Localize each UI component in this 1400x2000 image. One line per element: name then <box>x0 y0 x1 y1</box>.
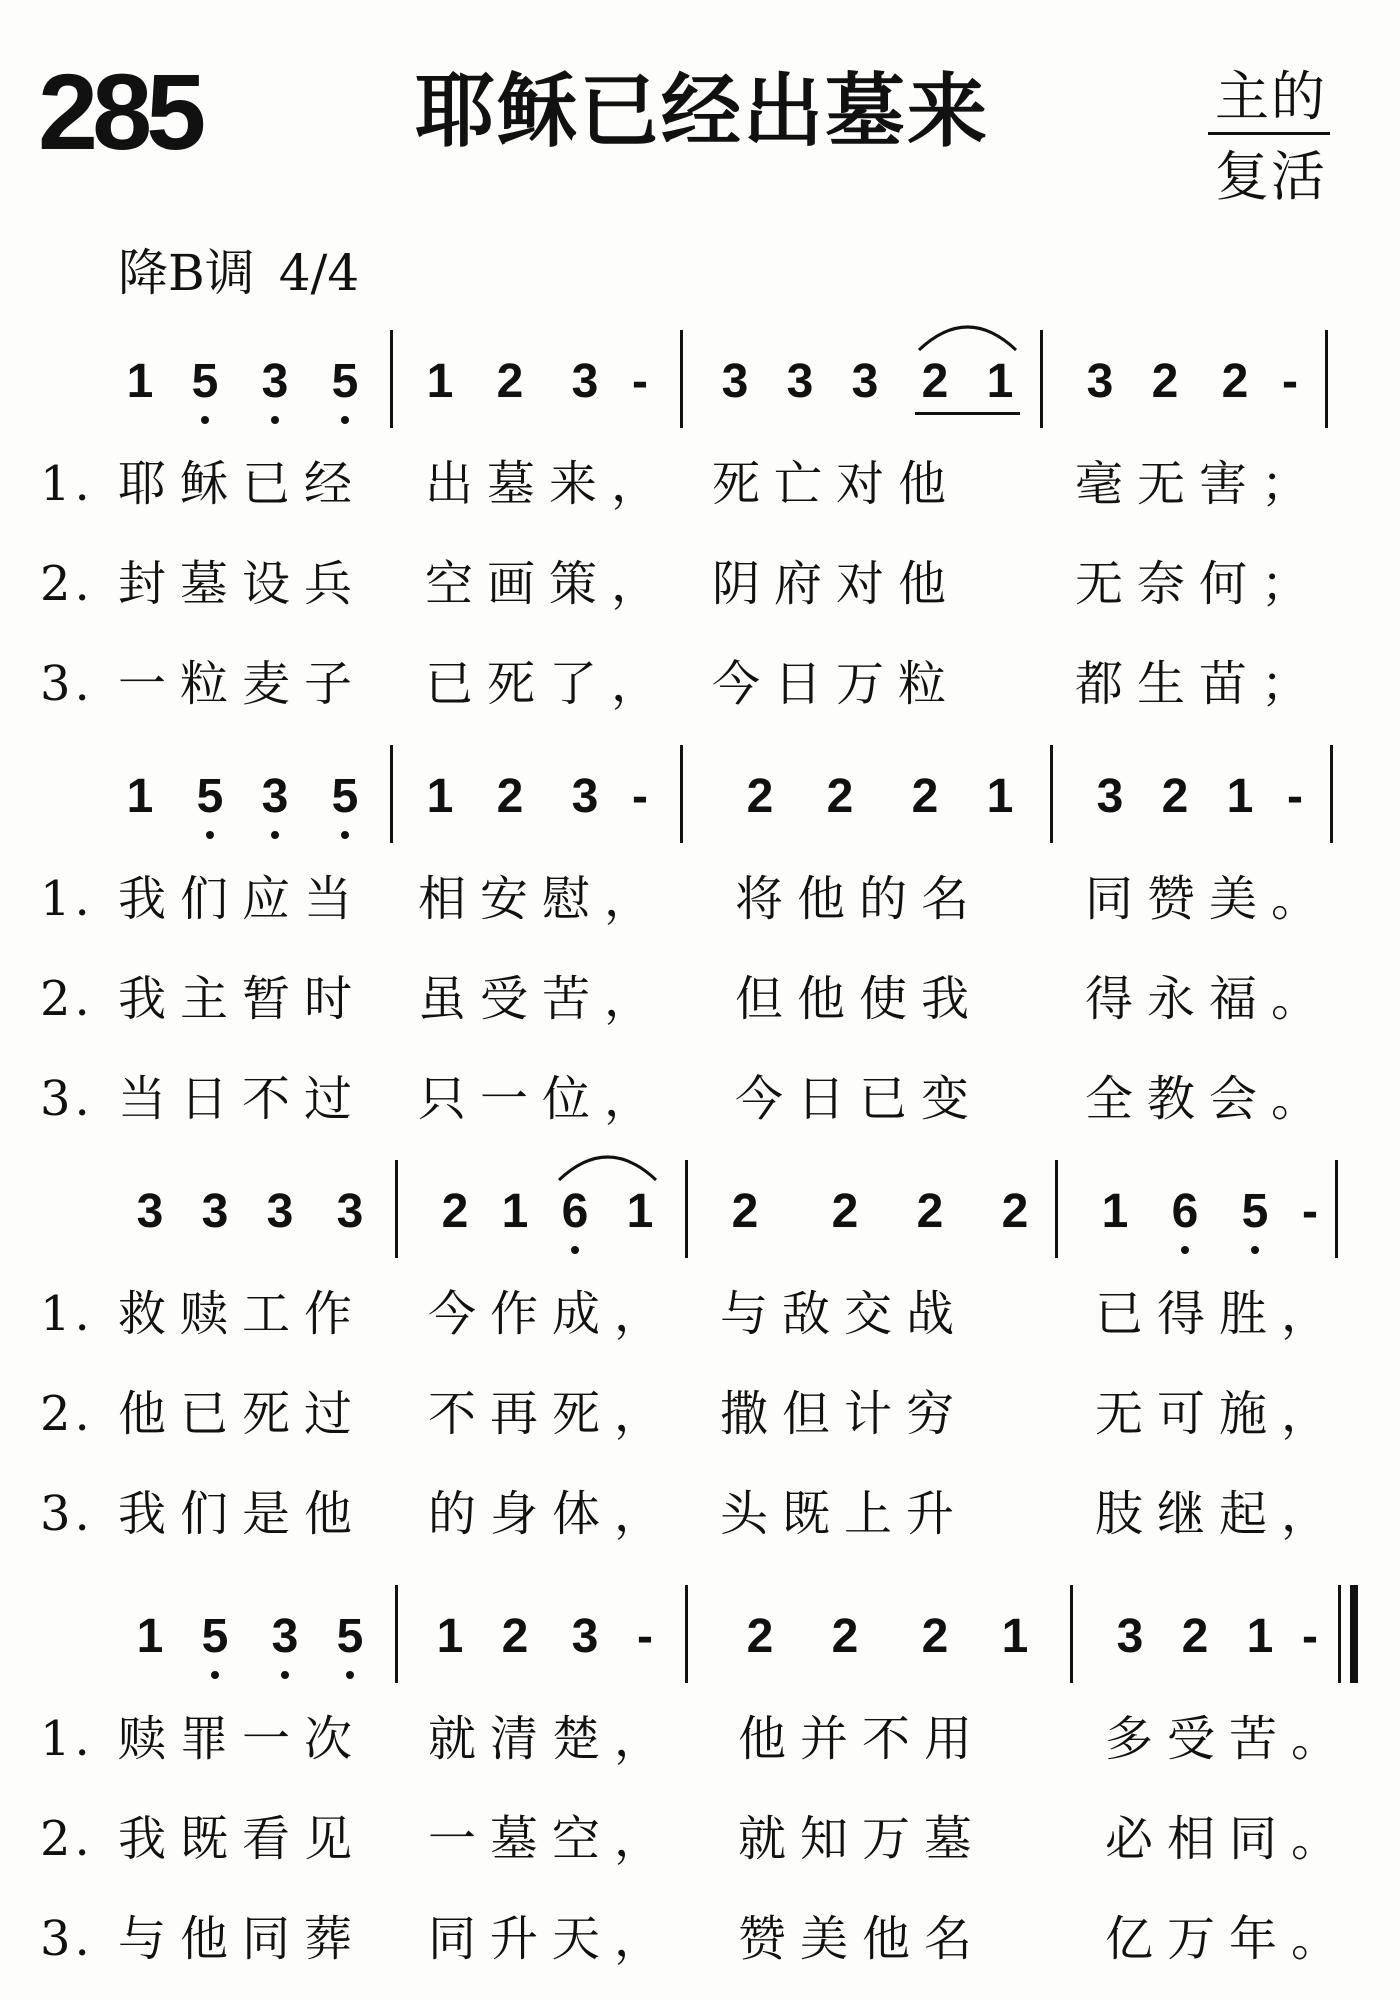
barline <box>1070 1585 1073 1683</box>
lyric-phrase: 亿万年。 <box>1105 1911 1354 1967</box>
lyric-phrase: 一墓空， <box>428 1811 677 1867</box>
eighth-underline <box>915 412 1020 415</box>
note-digit: 3 <box>1096 770 1124 823</box>
lyric-phrase: 他已死过 <box>118 1386 367 1442</box>
octave-dot <box>271 416 279 424</box>
note-digit: 1 <box>126 770 154 823</box>
note-digit: 3 <box>571 770 599 823</box>
note-digit: 2 <box>921 1610 949 1663</box>
octave-dot <box>341 416 349 424</box>
note-digit: 2 <box>496 770 524 823</box>
category-label-top: 主的 <box>1215 65 1327 128</box>
note-digit: 2 <box>496 355 524 408</box>
octave-dot <box>281 1671 289 1679</box>
note-digit: 3 <box>1086 355 1114 408</box>
lyric-phrase: 都生苗； <box>1075 656 1324 712</box>
octave-dot <box>1251 1246 1259 1254</box>
note-digit: 3 <box>136 1185 164 1238</box>
barline <box>395 1585 398 1683</box>
barline <box>1055 1160 1058 1258</box>
verse-number: 2. <box>40 971 94 1027</box>
octave-dot <box>341 831 349 839</box>
lyric-phrase: 同升天， <box>428 1911 677 1967</box>
key-signature <box>118 244 383 302</box>
lyric-phrase: 我既看见 <box>118 1811 367 1867</box>
lyric-phrase: 就知万墓 <box>738 1811 987 1867</box>
note-digit: 1 <box>1246 1610 1274 1663</box>
verse-number: 3. <box>40 656 94 712</box>
note-digit: 3 <box>266 1185 294 1238</box>
time-signature: 4/4 <box>278 244 360 302</box>
lyric-phrase: 赞美他名 <box>738 1911 987 1967</box>
verse-number: 2. <box>40 1386 94 1442</box>
octave-dot <box>211 1671 219 1679</box>
lyric-phrase: 耶稣已经 <box>118 456 367 512</box>
note-digit: 5 <box>1241 1185 1269 1238</box>
final-barline-thin <box>1338 1585 1341 1683</box>
barline <box>680 745 683 843</box>
lyric-phrase: 死亡对他 <box>712 456 961 512</box>
lyric-phrase: 我主暂时 <box>118 971 367 1027</box>
lyric-phrase: 出墓来， <box>425 456 674 512</box>
lyric-phrase: 肢继起， <box>1095 1486 1344 1542</box>
octave-dot <box>1181 1246 1189 1254</box>
verse-number: 2. <box>40 556 94 612</box>
lyric-phrase: 已得胜， <box>1095 1286 1344 1342</box>
verse-number: 2. <box>40 1811 94 1867</box>
lyric-phrase: 今日万粒 <box>712 656 961 712</box>
barline <box>680 330 683 428</box>
note-digit: 1 <box>1101 1185 1129 1238</box>
note-digit: 2 <box>916 1185 944 1238</box>
lyric-phrase: 今作成， <box>428 1286 677 1342</box>
verse-number: 1. <box>40 871 94 927</box>
octave-dot <box>346 1671 354 1679</box>
note-digit: 2 <box>746 1610 774 1663</box>
note-dash: - <box>1287 770 1303 823</box>
tie-arc <box>557 1142 658 1182</box>
barline <box>685 1160 688 1258</box>
note-digit: 2 <box>1181 1610 1209 1663</box>
lyric-phrase: 相安慰， <box>418 871 667 927</box>
note-digit: 5 <box>196 770 224 823</box>
note-digit: 1 <box>501 1185 529 1238</box>
barline <box>390 745 393 843</box>
barline <box>685 1585 688 1683</box>
lyric-phrase: 不再死， <box>428 1386 677 1442</box>
note-digit: 3 <box>261 770 289 823</box>
note-digit: 3 <box>201 1185 229 1238</box>
lyric-phrase: 今日已变 <box>735 1071 984 1127</box>
note-digit: 3 <box>1116 1610 1144 1663</box>
barline <box>1040 330 1043 428</box>
tie-arc <box>917 312 1018 352</box>
note-digit: 2 <box>1001 1185 1029 1238</box>
lyric-phrase: 封墓设兵 <box>118 556 367 612</box>
lyric-phrase: 已死了， <box>425 656 674 712</box>
note-digit: 2 <box>501 1610 529 1663</box>
note-digit: 3 <box>336 1185 364 1238</box>
lyric-phrase: 一粒麦子 <box>118 656 367 712</box>
note-digit: 2 <box>1161 770 1189 823</box>
final-barline-thick <box>1350 1585 1358 1683</box>
lyric-phrase: 我们应当 <box>118 871 367 927</box>
note-dash: - <box>1302 1610 1318 1663</box>
note-digit: 3 <box>721 355 749 408</box>
note-digit: 1 <box>426 355 454 408</box>
note-digit: 2 <box>1221 355 1249 408</box>
key-tonality: 降B调 <box>118 244 255 302</box>
barline <box>395 1160 398 1258</box>
lyric-phrase: 多受苦。 <box>1105 1711 1354 1767</box>
lyric-phrase: 阴府对他 <box>712 556 961 612</box>
barline <box>1330 745 1333 843</box>
lyric-phrase: 救赎工作 <box>118 1286 367 1342</box>
note-digit: 2 <box>826 770 854 823</box>
note-digit: 5 <box>331 770 359 823</box>
note-digit: 3 <box>571 355 599 408</box>
lyric-phrase: 虽受苦， <box>418 971 667 1027</box>
verse-number: 3. <box>40 1486 94 1542</box>
note-digit: 2 <box>831 1185 859 1238</box>
hymn-title: 耶稣已经出墓来 <box>415 65 989 158</box>
note-digit: 1 <box>136 1610 164 1663</box>
note-digit: 1 <box>426 770 454 823</box>
lyric-phrase: 无可施， <box>1095 1386 1344 1442</box>
note-digit: 3 <box>786 355 814 408</box>
note-digit: 6 <box>561 1185 589 1238</box>
note-digit: 2 <box>731 1185 759 1238</box>
verse-number: 3. <box>40 1071 94 1127</box>
lyric-phrase: 赎罪一次 <box>118 1711 367 1767</box>
octave-dot <box>571 1246 579 1254</box>
lyric-phrase: 同赞美。 <box>1085 871 1334 927</box>
note-digit: 1 <box>436 1610 464 1663</box>
note-digit: 1 <box>626 1185 654 1238</box>
lyric-phrase: 头既上升 <box>720 1486 969 1542</box>
note-digit: 2 <box>911 770 939 823</box>
note-digit: 2 <box>441 1185 469 1238</box>
note-digit: 1 <box>1001 1610 1029 1663</box>
note-digit: 6 <box>1171 1185 1199 1238</box>
note-digit: 3 <box>571 1610 599 1663</box>
lyric-phrase: 与敌交战 <box>720 1286 969 1342</box>
note-digit: 2 <box>746 770 774 823</box>
note-digit: 2 <box>921 355 949 408</box>
note-dash: - <box>1302 1185 1318 1238</box>
note-digit: 3 <box>851 355 879 408</box>
lyric-phrase: 与他同葬 <box>118 1911 367 1967</box>
lyric-phrase: 但他使我 <box>735 971 984 1027</box>
lyric-phrase: 全教会。 <box>1085 1071 1334 1127</box>
note-digit: 5 <box>331 355 359 408</box>
barline <box>1050 745 1053 843</box>
note-digit: 2 <box>1151 355 1179 408</box>
barline <box>390 330 393 428</box>
lyric-phrase: 就清楚， <box>428 1711 677 1767</box>
barline <box>1325 330 1328 428</box>
lyric-phrase: 将他的名 <box>735 871 984 927</box>
lyric-phrase: 只一位， <box>418 1071 667 1127</box>
note-dash: - <box>632 770 648 823</box>
lyric-phrase: 空画策， <box>425 556 674 612</box>
note-digit: 5 <box>191 355 219 408</box>
lyric-phrase: 的身体， <box>428 1486 677 1542</box>
category-label-bottom: 复活 <box>1215 145 1327 208</box>
note-digit: 3 <box>261 355 289 408</box>
lyric-phrase: 撒但计穷 <box>720 1386 969 1442</box>
lyric-phrase: 无奈何； <box>1075 556 1324 612</box>
verse-number: 3. <box>40 1911 94 1967</box>
verse-number: 1. <box>40 1711 94 1767</box>
barline <box>1335 1160 1338 1258</box>
note-digit: 5 <box>201 1610 229 1663</box>
lyric-phrase: 毫无害； <box>1075 456 1324 512</box>
note-digit: 1 <box>986 770 1014 823</box>
note-digit: 1 <box>126 355 154 408</box>
note-digit: 1 <box>986 355 1014 408</box>
note-digit: 5 <box>336 1610 364 1663</box>
lyric-phrase: 得永福。 <box>1085 971 1334 1027</box>
note-dash: - <box>1282 355 1298 408</box>
note-digit: 3 <box>271 1610 299 1663</box>
verse-number: 1. <box>40 1286 94 1342</box>
verse-number: 1. <box>40 456 94 512</box>
octave-dot <box>201 416 209 424</box>
category-divider <box>1208 132 1330 135</box>
octave-dot <box>206 831 214 839</box>
note-digit: 1 <box>1226 770 1254 823</box>
lyric-phrase: 他并不用 <box>738 1711 987 1767</box>
hymn-number: 285 <box>38 51 201 172</box>
lyric-phrase: 我们是他 <box>118 1486 367 1542</box>
lyric-phrase: 当日不过 <box>118 1071 367 1127</box>
note-digit: 2 <box>831 1610 859 1663</box>
octave-dot <box>271 831 279 839</box>
note-dash: - <box>632 355 648 408</box>
lyric-phrase: 必相同。 <box>1105 1811 1354 1867</box>
note-dash: - <box>637 1610 653 1663</box>
